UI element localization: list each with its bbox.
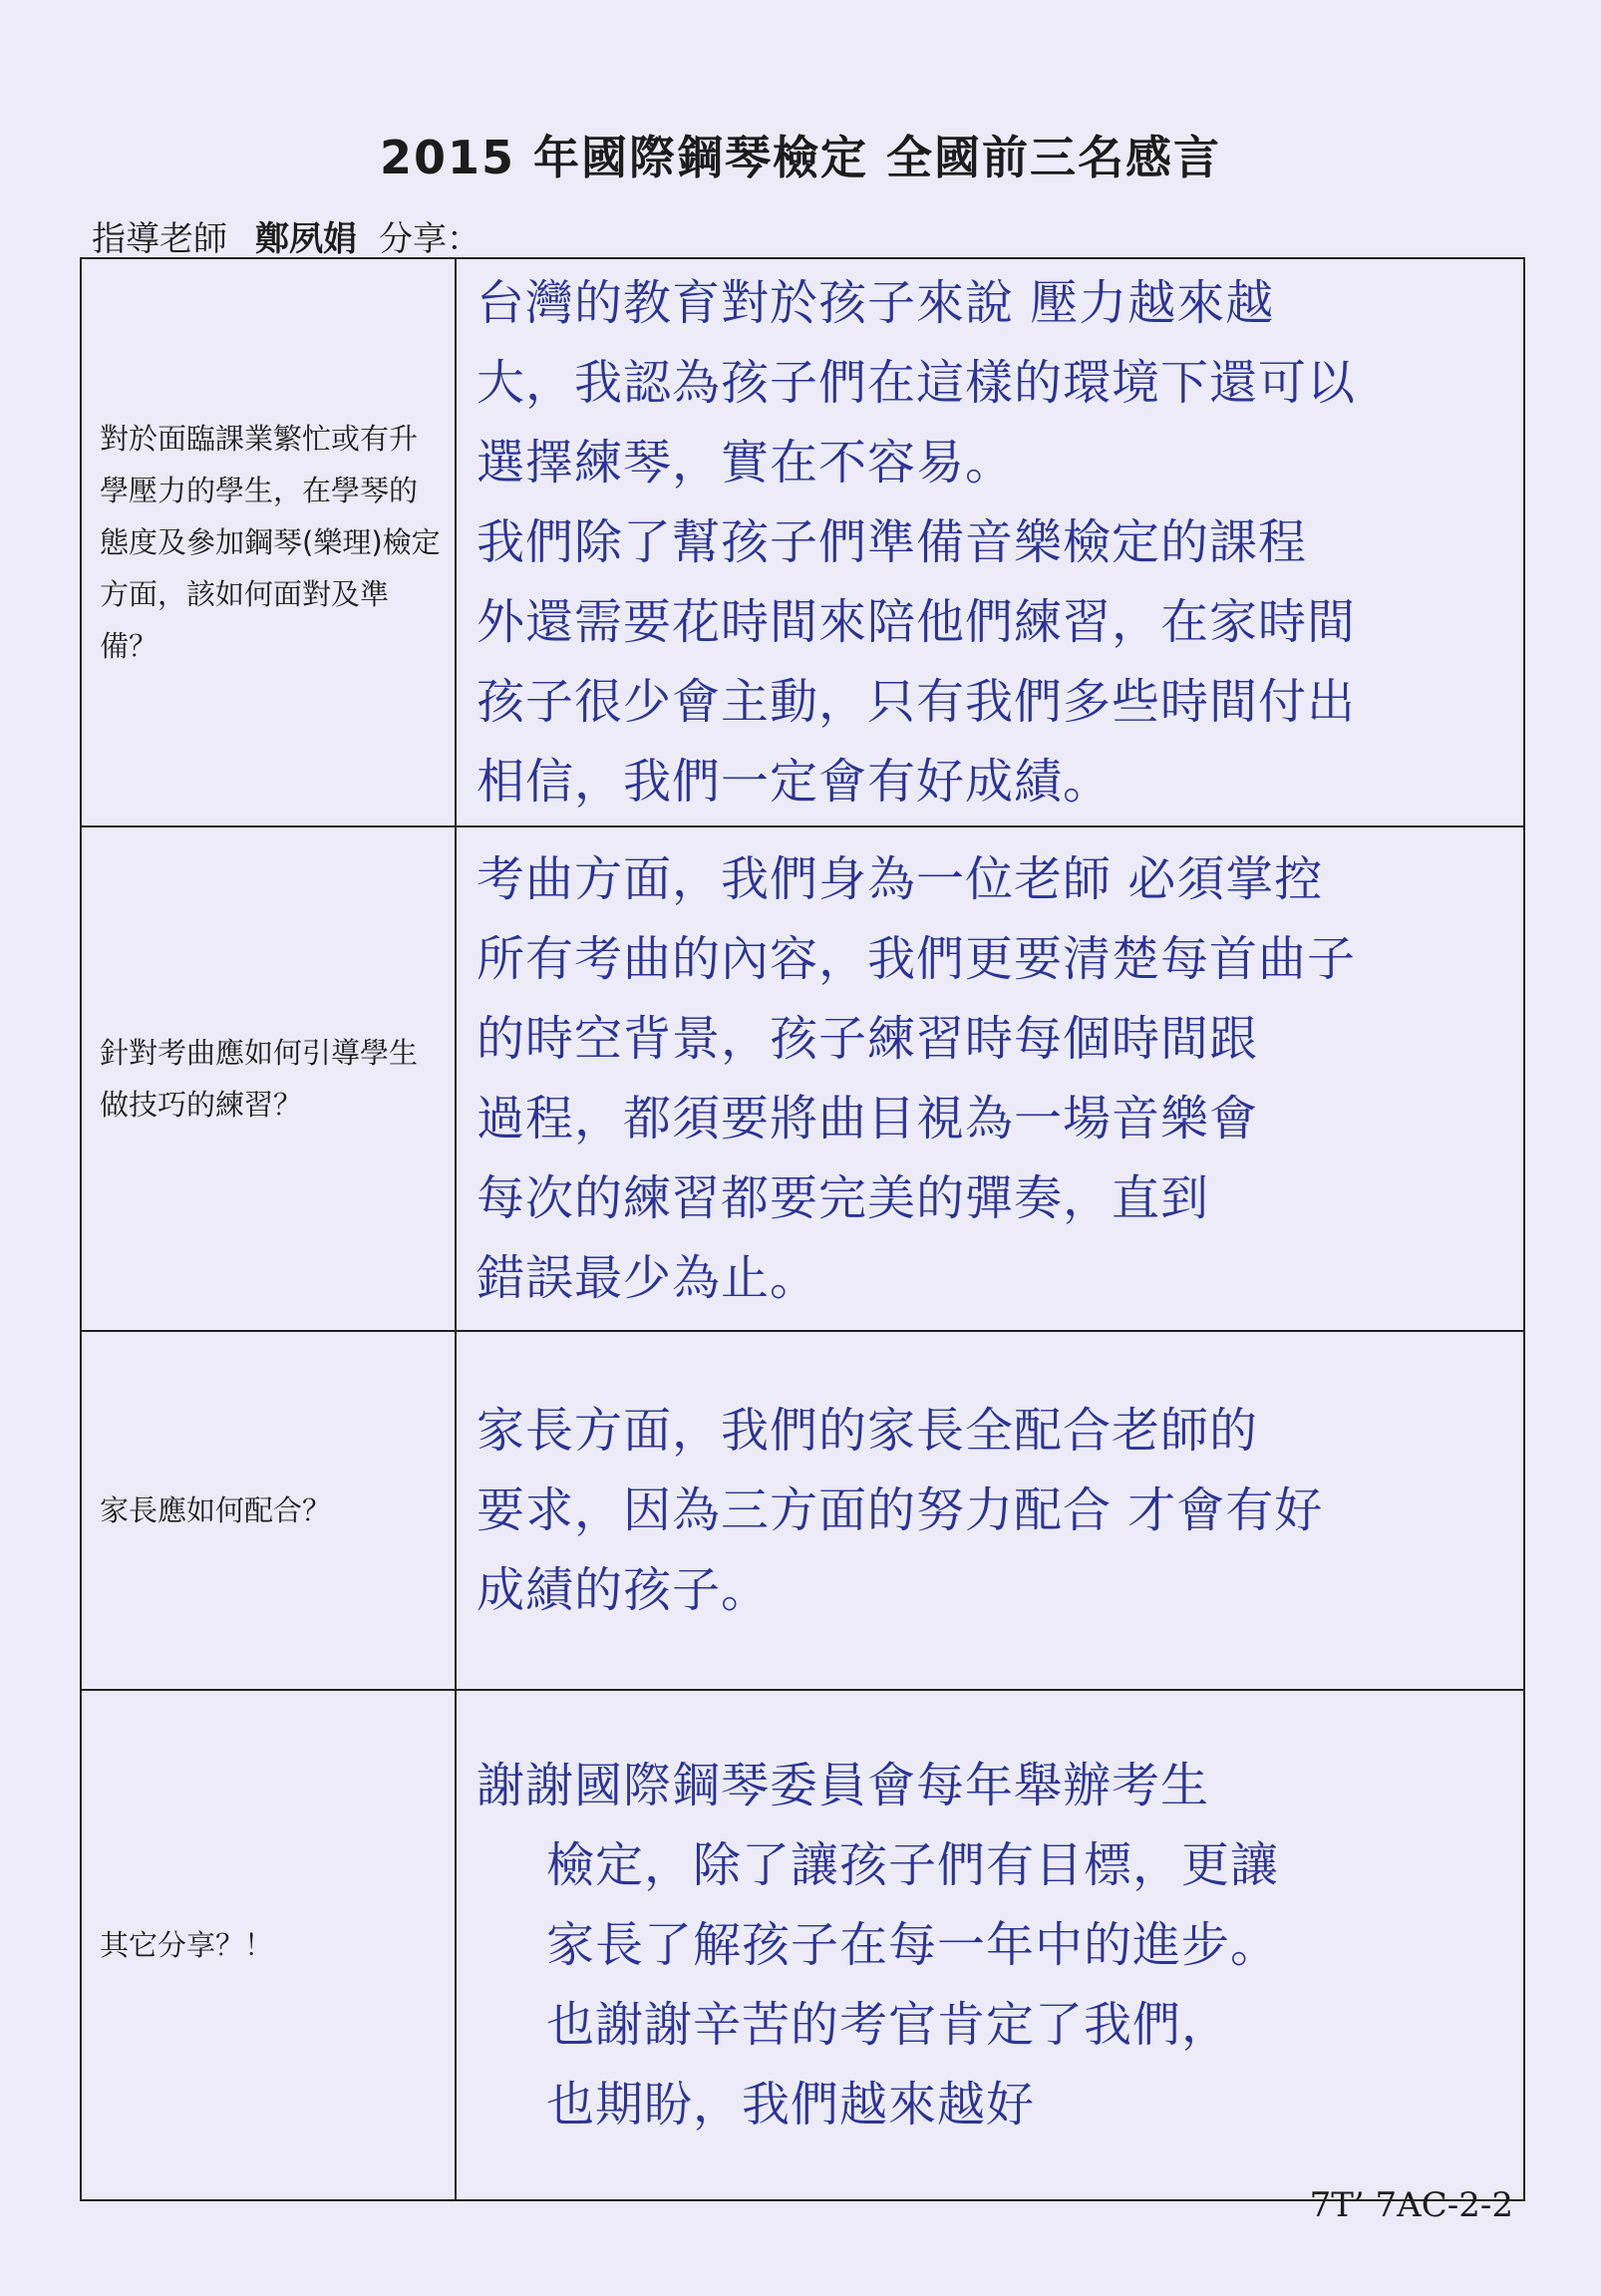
answer-cell [456, 1331, 1524, 1690]
answer-line: 台灣的教育對於孩子來說 壓力越來越 [477, 275, 1275, 331]
answer-cell [456, 826, 1524, 1331]
answer-line: 成績的孩子。 [477, 1562, 771, 1618]
answer-cell [456, 258, 1524, 826]
answer-line: 大，我認為孩子們在這樣的環境下還可以 [477, 355, 1357, 411]
answer-line: 檢定，除了讓孩子們有目標，更讓 [546, 1837, 1280, 1893]
answer-line: 外還需要花時間來陪他們練習，在家時間 [477, 594, 1357, 650]
answer-line: 錯誤最少為止。 [477, 1250, 819, 1306]
answer-line: 所有考曲的內容，我們更要清楚每首曲子 [477, 931, 1357, 987]
table-row [81, 1690, 1524, 2200]
qa-table [80, 257, 1525, 2201]
answer-line: 考曲方面，我們身為一位老師 必須掌控 [477, 851, 1324, 907]
answer-line: 我們除了幫孩子們準備音樂檢定的課程 [477, 514, 1308, 570]
answer-line: 相信，我們一定會有好成績。 [477, 754, 1113, 810]
answer-cell [456, 1690, 1524, 2200]
teacher-share-label: 分享： [379, 219, 480, 259]
answer-line: 家長了解孩子在每一年中的進步。 [546, 1917, 1280, 1973]
page-title: 2015 年國際鋼琴檢定 全國前三名感言 [379, 131, 1222, 184]
answer-line: 選擇練琴，實在不容易。 [477, 435, 1015, 491]
answer-line: 也謝謝辛苦的考官肯定了我們， [546, 1997, 1231, 2053]
answer-line: 過程，都須要將曲目視為一場音樂會 [477, 1091, 1259, 1147]
table-row [81, 1331, 1524, 1690]
teacher-line [92, 211, 480, 260]
table-row [81, 826, 1524, 1331]
answer-line: 謝謝國際鋼琴委員會每年舉辦考生 [477, 1758, 1210, 1813]
answer-line: 要求，因為三方面的努力配合 才會有好 [477, 1482, 1324, 1538]
question-cell: 家長應如何配合？ [81, 1331, 456, 1690]
answer-line: 家長方面，我們的家長全配合老師的 [477, 1403, 1259, 1459]
answer-line: 孩子很少會主動，只有我們多些時間付出 [477, 674, 1357, 730]
answer-line: 的時空背景，孩子練習時每個時間跟 [477, 1011, 1259, 1067]
answer-line: 每次的練習都要完美的彈奏，直到 [477, 1170, 1210, 1226]
question-cell: 針對考曲應如何引導學生做技巧的練習？ [81, 826, 456, 1331]
page-code: 7T’ 7AC-2-2 [1309, 2185, 1513, 2225]
question-cell: 其它分享？！ [81, 1690, 456, 2200]
question-cell: 對於面臨課業繁忙或有升學壓力的學生，在學琴的態度及參加鋼琴(樂理)檢定方面，該如何面對及準備？ [81, 258, 456, 826]
table-row [81, 258, 1524, 826]
teacher-name: 鄭夙娟 [255, 219, 357, 259]
teacher-label: 指導老師 [92, 219, 227, 259]
answer-line: 也期盼，我們越來越好 [546, 2077, 1036, 2132]
